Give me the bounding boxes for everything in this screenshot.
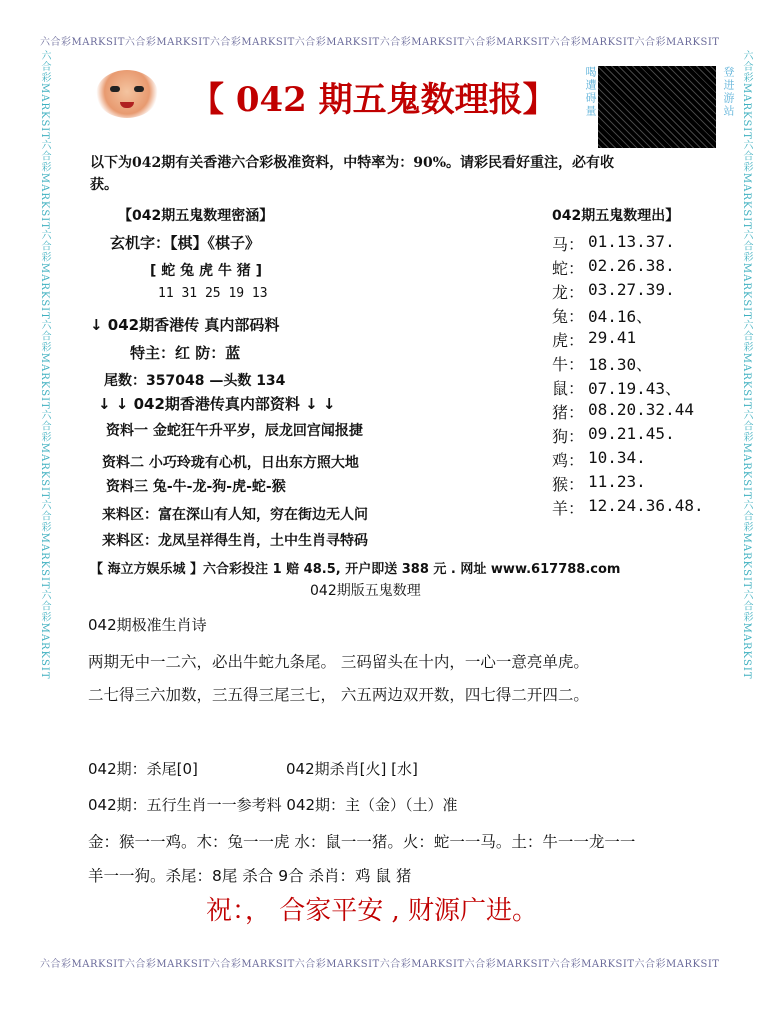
zodiac-label: 狗： [552,427,585,446]
hk-fax-heading-2: ↓ ↓ 042期香港传真内部资料 ↓ ↓ [98,395,336,413]
poem-line-1: 两期无中一二六，必出牛蛇九条尾。 三码留头在十内，一心一意亮单虎。 [88,653,589,671]
page-title: 【 042 期五鬼数理报】 [190,80,557,120]
tail-number-text: 尾数：357048 —头数 134 [104,373,286,389]
kill-zodiac: 042期杀肖[火] [水] [286,760,418,778]
casino-ad-link[interactable]: 【 海立方娱乐城 】六合彩投注 1 赔 48.5, 开户即送 388 元 . 网址 www.617788.com [90,562,621,577]
kill-tail: 042期：杀尾[0] [88,760,198,778]
poem-heading: 042期极准生肖诗 [88,616,207,634]
top-watermark-border: 六合彩MARKSIT六合彩MARKSIT六合彩MARKSIT六合彩MARKSIT六合彩MARKSIT六合彩MARKSIT六合彩MARKSIT六合彩MARKSIT [40,37,720,48]
special-main-text: 特主：红 防：蓝 [130,344,241,362]
zodiac-numbers: 08.20.32.44 [588,400,694,419]
zodiac-label: 马： [552,235,585,254]
elements-mapping-1: 金：猴一一鸡。木：兔一一虎 水：鼠一一猪。火：蛇一一马。土：牛一一龙一一 [88,833,636,851]
source-area-2: 来料区：龙凤呈祥得生肖，土中生肖寻特码 [102,533,368,549]
secret-heading: 【042期五鬼数理密涵】 [118,208,274,224]
poem-line-2: 二七得三六加数，三五得三尾三七， 六五两边双开数，四七得二开四二。 [88,686,589,704]
elements-mapping-2: 羊一一狗。杀尾：8尾 杀合 9合 杀肖：鸡 鼠 猪 [88,867,412,885]
data-two: 资料二 小巧玲珑有心机，日出东方照大地 [102,455,359,471]
zodiac-numbers: 04.16、 [588,307,653,326]
bottom-watermark-border: 六合彩MARKSIT六合彩MARKSIT六合彩MARKSIT六合彩MARKSIT六合彩MARKSIT六合彩MARKSIT六合彩MARKSIT六合彩MARKSIT [40,959,720,970]
intro-line-2: 获。 [90,177,118,193]
zodiac-numbers: 11.23. [588,472,646,491]
sub-caption: 042期版五鬼数理 [310,583,421,599]
zodiac-label: 牛： [552,355,585,374]
zodiac-label: 蛇： [552,259,585,278]
zodiac-numbers: 29.41 [588,328,637,347]
zodiac-numbers: 12.24.36.48. [588,496,704,515]
qr-code-image[interactable] [598,66,716,148]
zodiac-label: 龙： [552,283,585,302]
zodiac-label: 鼠： [552,379,585,398]
zodiac-label: 鸡： [552,451,585,470]
zodiac-numbers: 03.27.39. [588,280,675,299]
zodiac-label: 猴： [552,475,585,494]
zodiac-label: 猪： [552,403,585,422]
xuanji-text: 玄机字：【棋】《棋子》 [110,234,261,252]
zodiac-list: [ 蛇 兔 虎 牛 猪 ] [150,263,263,279]
zodiac-numbers: 07.19.43、 [588,379,682,398]
right-watermark-border: 六合彩MARKSIT六合彩MARKSIT六合彩MARKSIT六合彩MARKSIT六合彩MARKSIT六合彩MARKSIT六合彩MARKSIT [741,50,752,680]
intro-line-1: 以下为042期有关香港六合彩极准资料，中特率为：90%。请彩民看好重注，必有收 [90,155,615,171]
hk-fax-heading: ↓ 042期香港传 真内部码料 [90,316,280,334]
data-one: 资料一 金蛇狂午升平岁，辰龙回宫闻报捷 [106,423,363,439]
zodiac-numbers: 02.26.38. [588,256,675,275]
data-three: 资料三 兔-牛-龙-狗-虎-蛇-猴 [106,479,286,495]
five-elements-line: 042期：五行生肖一一参考料 042期：主（金）（土）准 [88,796,458,814]
zodiac-numbers: 18.30、 [588,355,653,374]
blessing-text: 祝：， 合家平安 , 财源广进。 [206,896,539,926]
number-list: 11 31 25 19 13 [158,286,268,301]
qr-caption-right: 登进游站 [722,66,735,118]
zodiac-numbers: 01.13.37. [588,232,675,251]
zodiac-label: 兔： [552,307,585,326]
zodiac-numbers: 09.21.45. [588,424,675,443]
avatar [96,70,158,118]
qr-caption-left: 喝遭碍量 [584,66,597,118]
zodiac-label: 羊： [552,499,585,518]
numbers-heading: 042期五鬼数理出】 [552,208,680,224]
zodiac-numbers: 10.34. [588,448,646,467]
source-area-1: 来料区：富在深山有人知，穷在街边无人问 [102,507,368,523]
zodiac-label: 虎： [552,331,585,350]
left-watermark-border: 六合彩MARKSIT六合彩MARKSIT六合彩MARKSIT六合彩MARKSIT六合彩MARKSIT六合彩MARKSIT六合彩MARKSIT [39,50,50,680]
